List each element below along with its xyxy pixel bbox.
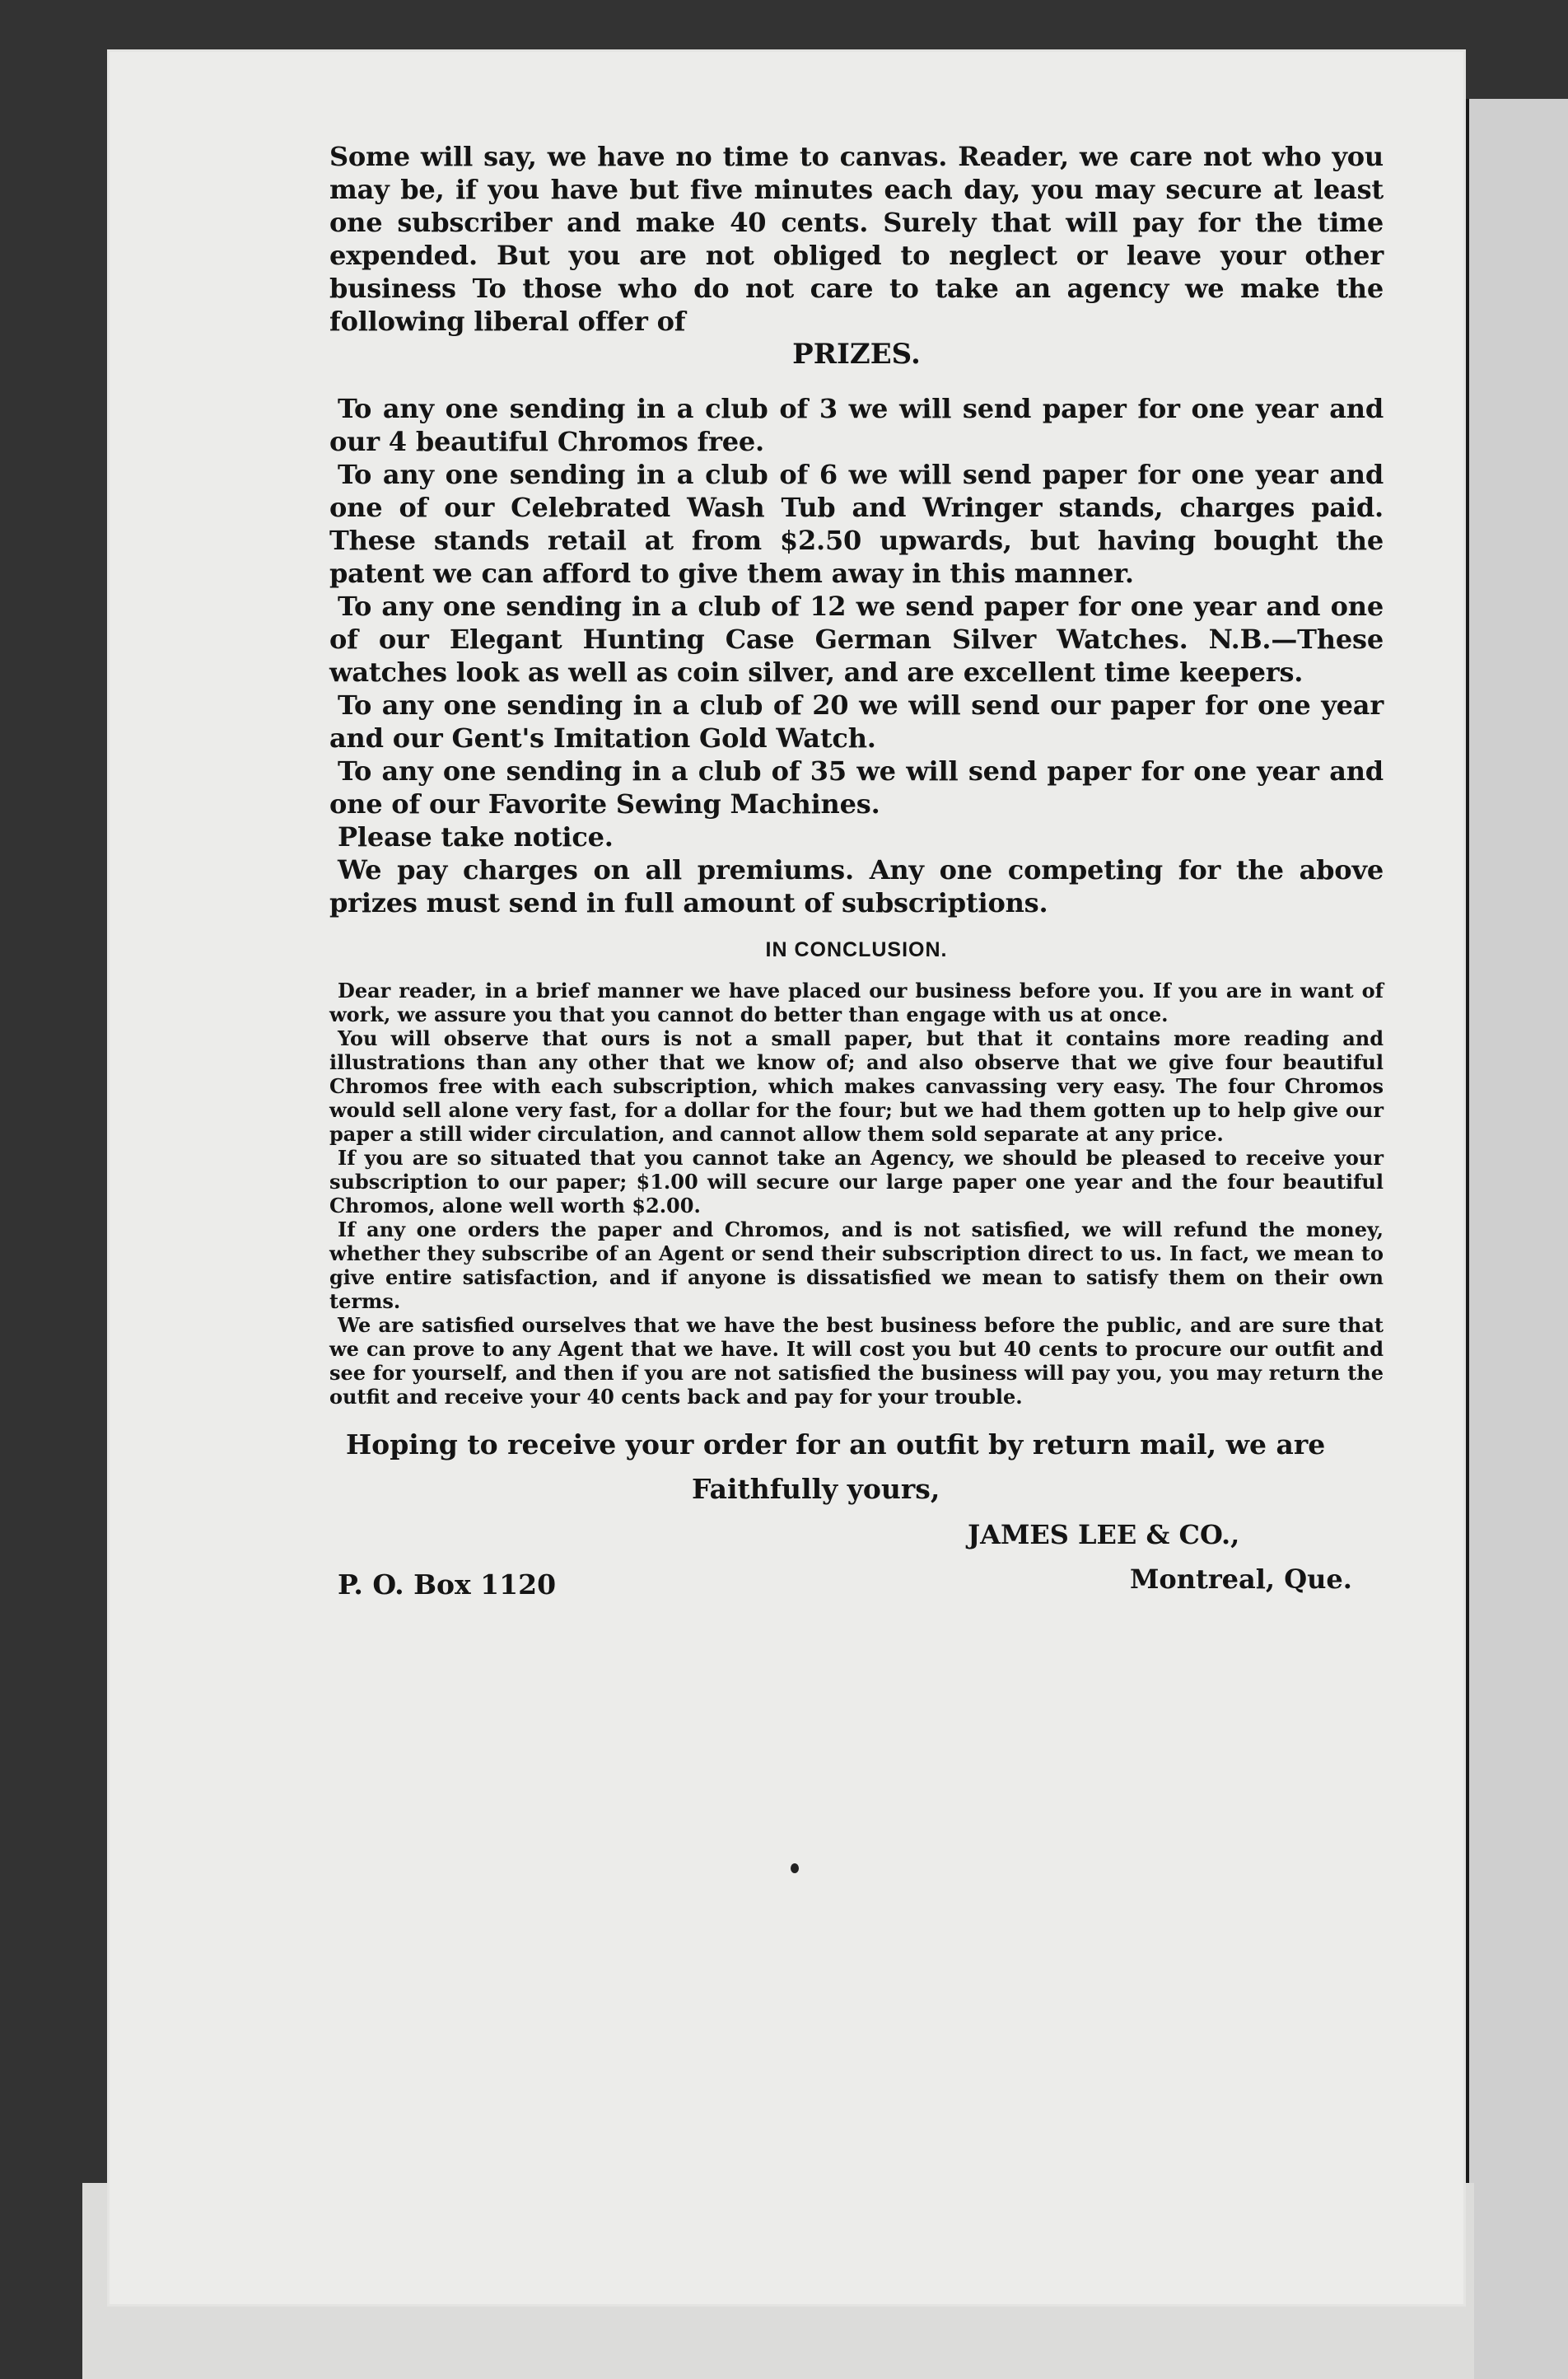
- intro-paragraph: Some will say, we have no time to canvas. Reader, we care not who you may be, if you have but five minutes each day, you may secure at least one subscriber and make 40 cents. Surely that will pay for the time expended. But you are not obliged to neglect or leave your other business To those who do not care to take an agency we make the following liberal offer of: [329, 141, 1384, 337]
- prizes-heading: PRIZES.: [792, 338, 921, 371]
- company-name: JAMES LEE & CO.,: [968, 1519, 1240, 1550]
- offer-club-35: To any one sending in a club of 35 we will send paper for one year and one of our Favorite Sewing Machines.: [329, 755, 1384, 820]
- conclusion-paragraph-2: You will observe that ours is not a small paper, but that it contains more reading and illustrations than any other that we know of; and also observe that we give four beautiful Chromos free with each subscription, which makes canvassing very easy. The four Chromos would sell alone very fast, for a dollar for the four; but we had them gotten up to help give our paper a still wider circulation, and cannot allow them sold separate at any price.: [329, 1026, 1384, 1146]
- offer-club-6: To any one sending in a club of 6 we will send paper for one year and one of our Celebrated Wash Tub and Wringer stands, charges paid. These stands retail at from $2.50 upwards, but having bought the patent we can afford to give them away in this manner.: [329, 459, 1384, 589]
- back-page-edge: [1466, 99, 1568, 2379]
- offer-club-3: To any one sending in a club of 3 we will send paper for one year and our 4 beautiful Chromos free.: [329, 393, 1384, 457]
- conclusion-paragraph-3: If you are so situated that you cannot take an Agency, we should be pleased to receive your subscription to our paper; $1.00 will secure our large paper one year and the four beautiful Chromos, alone well worth $2.00.: [329, 1146, 1384, 1218]
- signature-block: [329, 1514, 1384, 1601]
- offer-club-12: To any one sending in a club of 12 we send paper for one year and one of our Elegant Hunting Case German Silver Watches. N.B.—These watches look as well as coin silver, and are excellent time keepers.: [329, 591, 1384, 688]
- conclusion-paragraph-4: If any one orders the paper and Chromos, and is not satisfied, we will refund the money, whether they subscribe of an Agent or send their subscription direct to us. In fact, we mean to give entire satisfaction, and if anyone is dissatisfied we mean to satisfy them on their own terms.: [329, 1218, 1384, 1313]
- closing-line: Hoping to receive your order for an outfit by return mail, we are: [346, 1428, 1326, 1461]
- city-address: Montreal, Que.: [1130, 1563, 1352, 1595]
- offer-club-20: To any one sending in a club of 20 we will send our paper for one year and our Gent's Imitation Gold Watch.: [329, 689, 1384, 754]
- po-box: P. O. Box 1120: [338, 1568, 557, 1601]
- conclusion-paragraph-5: We are satisfied ourselves that we have the best business before the public, and are sure that we can prove to any Agent that we have. It will cost you but 40 cents to procure our outfit and see for yourself, and then if you are not satisfied the business will pay you, you may return the outfit and receive your 40 cents back and pay for your trouble.: [329, 1313, 1384, 1409]
- ink-dot: [791, 1863, 799, 1873]
- conclusion-paragraph-1: Dear reader, in a brief manner we have placed our business before you. If you are in want of work, we assure you that you cannot do better than engage with us at once.: [329, 979, 1384, 1026]
- conclusion-heading: IN CONCLUSION.: [765, 938, 948, 961]
- notice-line: Please take notice.: [338, 821, 614, 853]
- salutation: Faithfully yours,: [692, 1473, 940, 1505]
- document-content: [329, 140, 1384, 1601]
- charges-paragraph: We pay charges on all premiums. Any one competing for the above prizes must send in full amount of subscriptions.: [329, 854, 1384, 918]
